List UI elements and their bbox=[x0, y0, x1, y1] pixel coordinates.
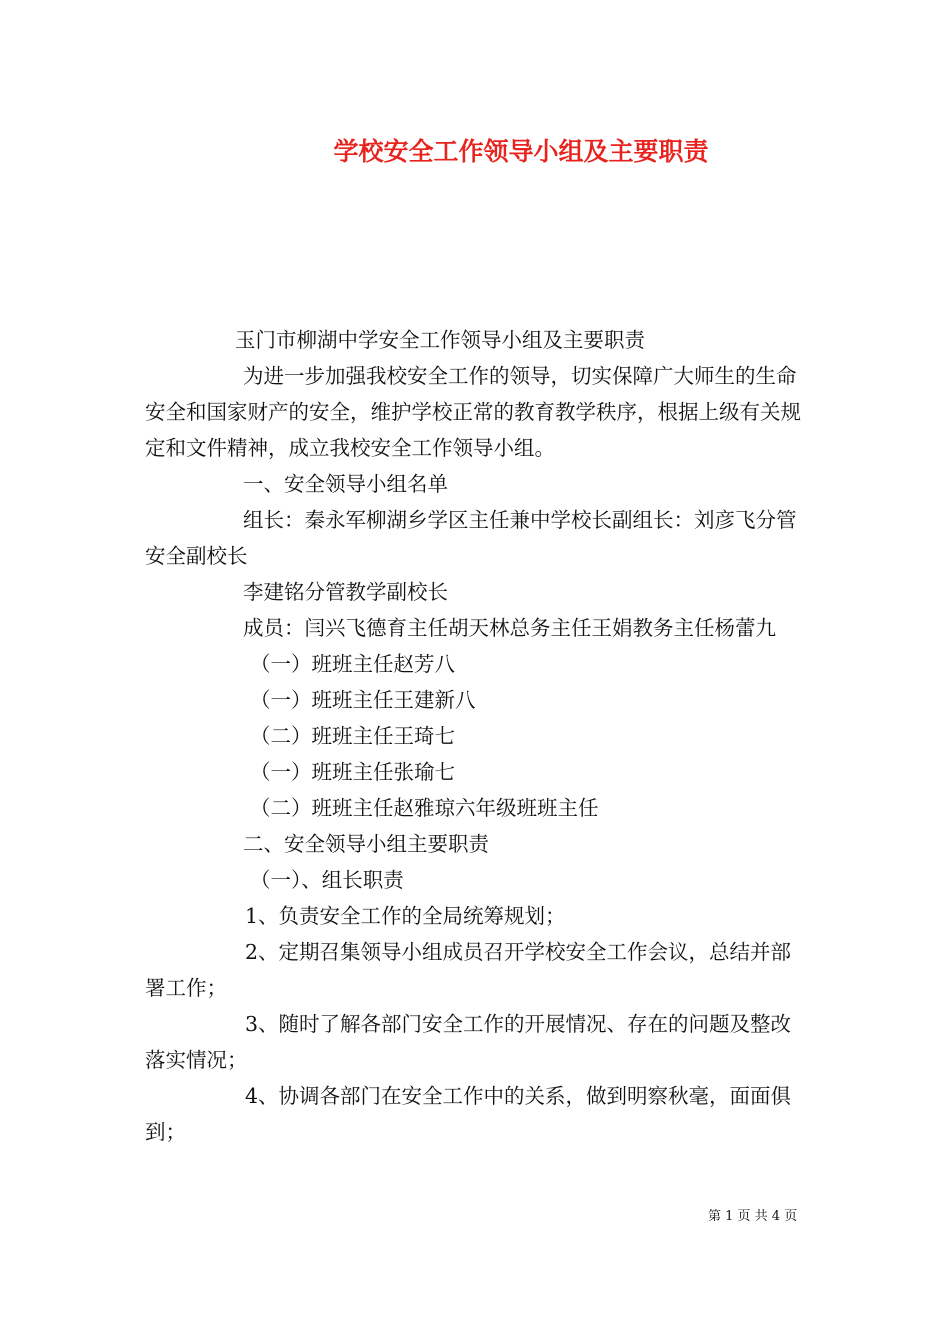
document-title: 学校安全工作领导小组及主要职责 bbox=[333, 137, 709, 166]
leader-line: 组长：秦永军柳湖乡学区主任兼中学校长副组长：刘彦飞分管安全副校长 bbox=[145, 508, 797, 568]
intro-paragraph: 为进一步加强我校安全工作的领导，切实保障广大师生的生命安全和国家财产的安全，维护学校正常的教育教学秩序，根据上级有关规定和文件精神，成立我校安全工作领导小组。 bbox=[145, 364, 801, 460]
page-footer: 第 1 页 共 4 页 bbox=[708, 1209, 798, 1224]
section-heading-2: 二、安全领导小组主要职责 bbox=[243, 832, 489, 856]
members-line: 成员：闫兴飞德育主任胡天林总务主任王娟教务主任杨蕾九 bbox=[243, 616, 776, 640]
section-heading-1: 一、安全领导小组名单 bbox=[243, 472, 448, 496]
subsection-heading: （一）、组长职责 bbox=[250, 868, 404, 892]
subtitle-line: 玉门市柳湖中学安全工作领导小组及主要职责 bbox=[235, 328, 645, 352]
member-class-4: （一）班班主任张瑜七 bbox=[250, 760, 455, 784]
member-class-2: （一）班班主任王建新八 bbox=[250, 688, 476, 712]
duty-item-3: 3、随时了解各部门安全工作的开展情况、存在的问题及整改落实情况； bbox=[145, 1012, 792, 1072]
duty-item-4: 4、协调各部门在安全工作中的关系，做到明察秋毫，面面俱到； bbox=[145, 1084, 792, 1144]
member-class-1: （一）班班主任赵芳八 bbox=[250, 652, 455, 676]
vice-principal-line: 李建铭分管教学副校长 bbox=[243, 580, 448, 604]
member-class-3: （二）班班主任王琦七 bbox=[250, 724, 455, 748]
document-body bbox=[145, 322, 810, 1150]
member-class-5: （二）班班主任赵雅琼六年级班班主任 bbox=[250, 796, 599, 820]
duty-item-1: 1、负责安全工作的全局统筹规划； bbox=[245, 904, 566, 928]
duty-item-2: 2、定期召集领导小组成员召开学校安全工作会议，总结并部署工作； bbox=[145, 940, 792, 1000]
